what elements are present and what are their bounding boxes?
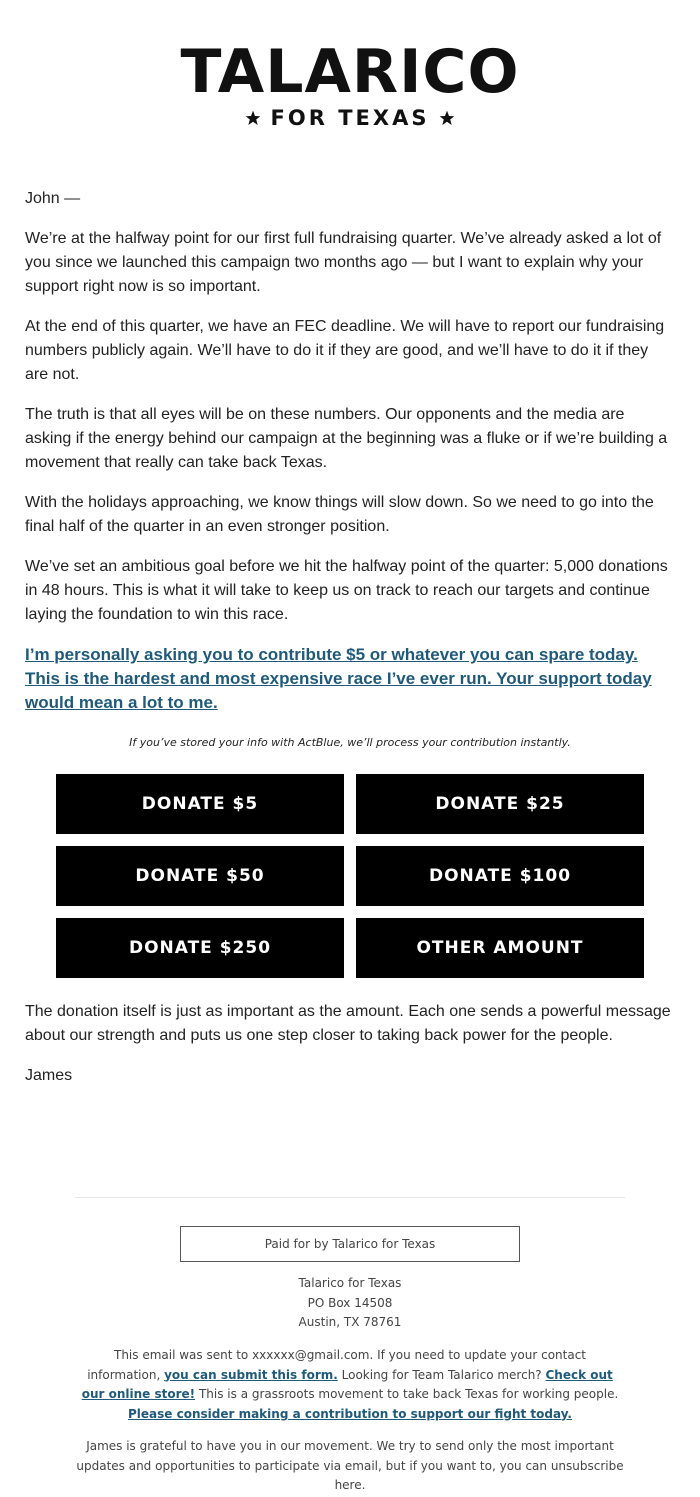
address-line: Austin, TX 78761 bbox=[298, 1315, 402, 1329]
star-icon bbox=[245, 110, 261, 126]
campaign-logo bbox=[0, 37, 700, 130]
footer-unsubscribe-note: James is grateful to have you in our movement. We try to send only the most important updates and opportunities to participate via email, but if you want to, you can unsubscribe here. bbox=[76, 1439, 624, 1492]
donate-25-button[interactable]: DONATE $25 bbox=[356, 774, 644, 834]
body-paragraph: We’ve set an ambitious goal before we hit the halfway point of the quarter: 5,000 donations in 48 hours. This is what it will take to keep us on track to reach our targets and continue laying the foundation to win this race. bbox=[25, 558, 668, 623]
donate-100-button[interactable]: DONATE $100 bbox=[356, 846, 644, 906]
donate-50-button[interactable]: DONATE $50 bbox=[56, 846, 344, 906]
update-contact-link[interactable]: you can submit this form. bbox=[164, 1367, 338, 1382]
body-paragraph: We’re at the halfway point for our first full fundraising quarter. We’ve already asked a lot of you since we launched this campaign two months ago — but I want to explain why your support right now is so important. bbox=[25, 230, 662, 295]
address-line: PO Box 14508 bbox=[307, 1295, 393, 1310]
body-paragraph: With the holidays approaching, we know things will slow down. So we need to go into the final half of the quarter in an even stronger position. bbox=[25, 494, 654, 535]
movement-text: This is a grassroots movement to take back Texas for working people. bbox=[198, 1387, 619, 1401]
star-icon bbox=[439, 110, 455, 126]
closing-paragraph: The donation itself is just as important as the amount. Each one sends a powerful message about our strength and puts us one step closer to taking back power for the people. bbox=[25, 1003, 671, 1044]
contribute-footer-link[interactable]: Please consider making a contribution to support our fight today. bbox=[128, 1406, 572, 1421]
mailing-address bbox=[0, 1274, 700, 1333]
actblue-note: If you’ve stored your info with ActBlue, we’ll process your contribution instantly. bbox=[129, 736, 571, 749]
paid-for-disclaimer: Paid for by Talarico for Texas bbox=[180, 1226, 520, 1262]
donate-250-button[interactable]: DONATE $250 bbox=[56, 918, 344, 978]
online-store-link[interactable]: Check out our online store! bbox=[81, 1367, 613, 1401]
other-amount-button[interactable]: OTHER AMOUNT bbox=[356, 918, 644, 978]
footer-info bbox=[76, 1346, 624, 1424]
donate-5-button[interactable]: DONATE $5 bbox=[56, 774, 344, 834]
merch-text: Looking for Team Talarico merch? bbox=[341, 1367, 542, 1382]
logo-tagline bbox=[0, 106, 700, 130]
contribute-cta-link[interactable]: I’m personally asking you to contribute $5 or whatever you can spare today. This is the hardest and most expensive race I’ve ever run. Your support today would mean a lot to me. bbox=[25, 645, 652, 712]
logo-wordmark: TALARICO bbox=[180, 37, 520, 107]
footer-divider bbox=[75, 1197, 625, 1198]
email-closing bbox=[25, 1000, 673, 1104]
logo-tagline-text: FOR TEXAS bbox=[270, 106, 430, 130]
sent-to-text: This email was sent to xxxxxx@gmail.com. If you need to update your contact information, bbox=[87, 1348, 586, 1382]
body-paragraph: The truth is that all eyes will be on these numbers. Our opponents and the media are asking if the energy behind our campaign at the beginning was a fluke or if we’re building a movement that really can take back Texas. bbox=[25, 406, 668, 471]
signature: James bbox=[25, 1067, 73, 1084]
email-body bbox=[25, 187, 673, 715]
body-paragraph: At the end of this quarter, we have an FEC deadline. We will have to report our fundraising numbers publicly again. We’ll have to do it if they are good, and we’ll have to do it if they are not. bbox=[25, 318, 665, 383]
salutation: John — bbox=[25, 190, 81, 207]
address-line: Talarico for Texas bbox=[298, 1276, 402, 1290]
